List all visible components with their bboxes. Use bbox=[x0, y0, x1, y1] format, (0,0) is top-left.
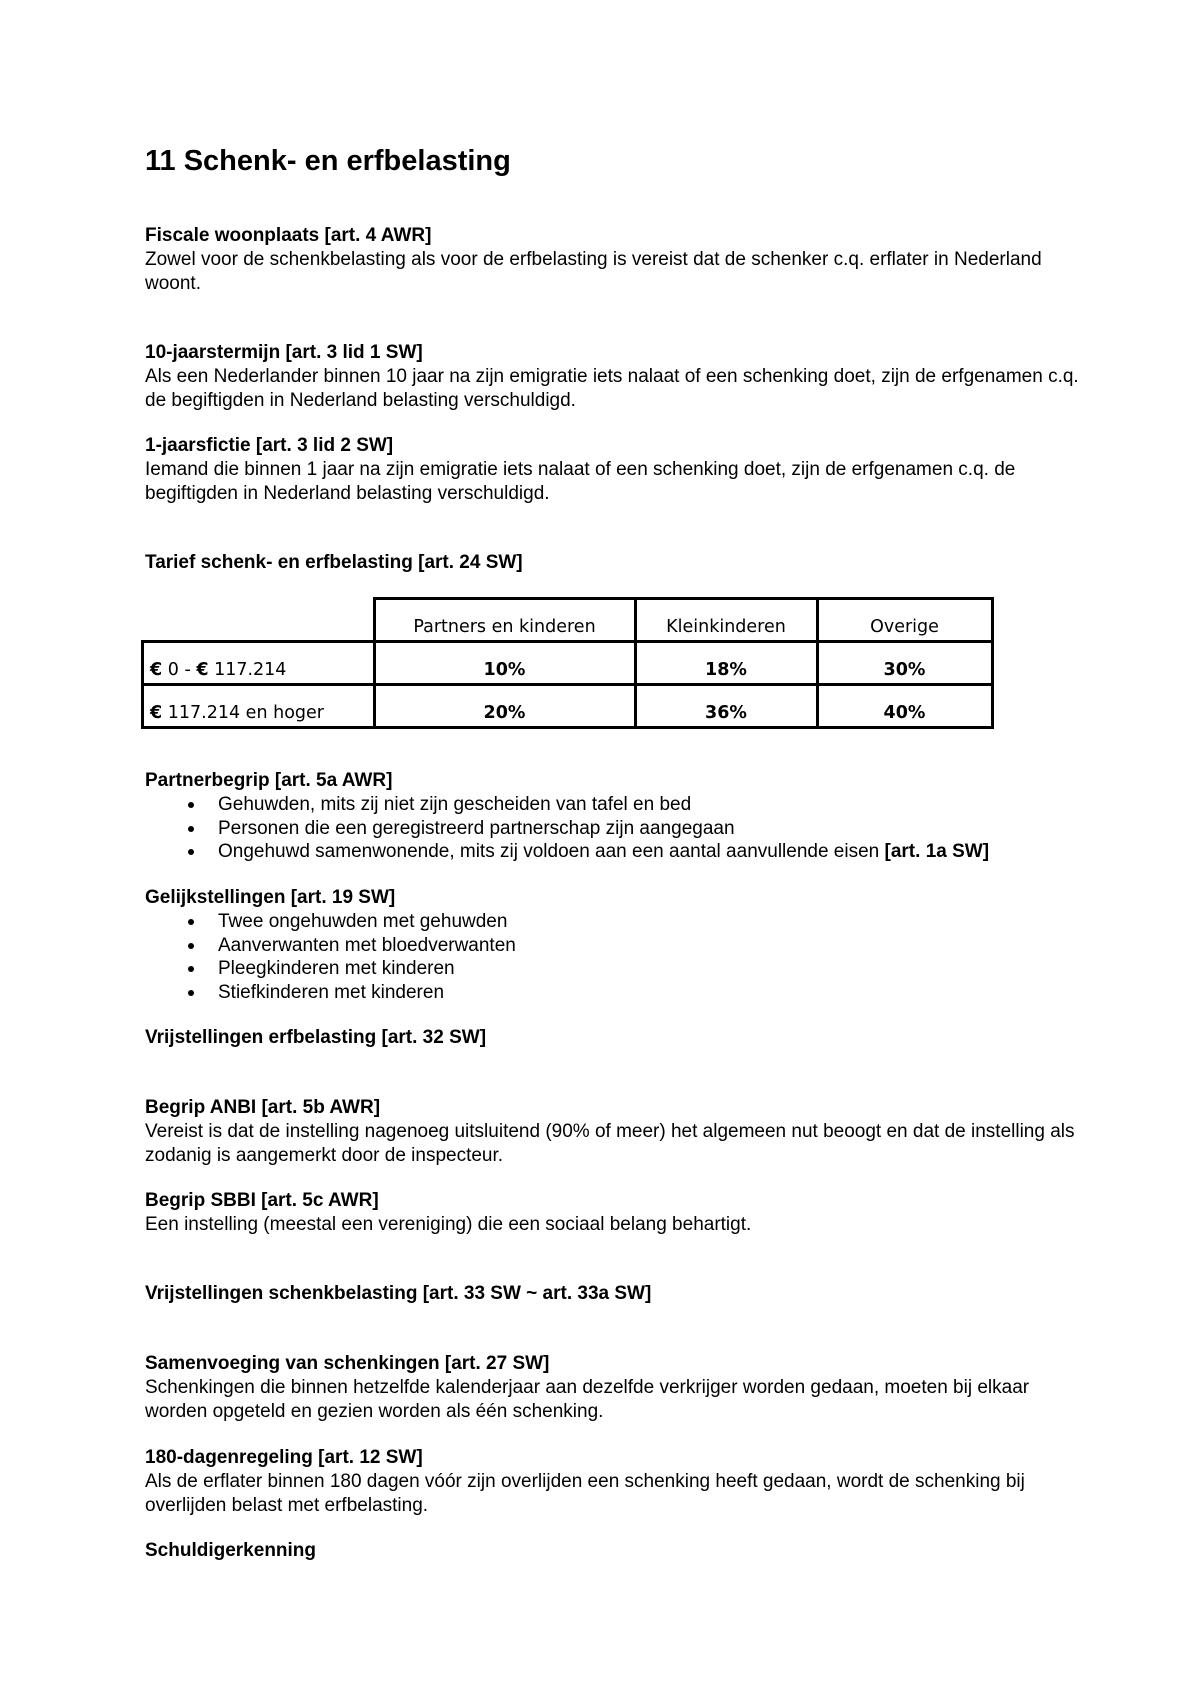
bullet-icon bbox=[188, 849, 194, 855]
bullet-icon bbox=[188, 919, 194, 925]
section-vrij-erf bbox=[145, 1026, 1085, 1050]
section-heading: Vrijstellingen erfbelasting [art. 32 SW] bbox=[145, 1027, 487, 1048]
section-gelijk bbox=[145, 886, 1085, 1004]
table-cell: 30% bbox=[817, 642, 992, 685]
section-heading: 10-jaarstermijn [art. 3 lid 1 SW] bbox=[145, 342, 423, 363]
section-woonplaats bbox=[145, 224, 1085, 296]
table-cell: 20% bbox=[374, 685, 635, 728]
table-cell: 10% bbox=[374, 642, 635, 685]
section-heading: 1-jaarsfictie [art. 3 lid 2 SW] bbox=[145, 435, 394, 456]
bullet-icon bbox=[188, 802, 194, 808]
section-heading: Begrip ANBI [art. 5b AWR] bbox=[145, 1097, 381, 1118]
section-fictie bbox=[145, 434, 1085, 506]
table-corner-cell bbox=[143, 599, 375, 642]
section-samen bbox=[145, 1352, 1085, 1424]
table-row-label: € 117.214 en hoger bbox=[143, 685, 375, 728]
table-row bbox=[143, 685, 993, 728]
section-vrij-schenk bbox=[145, 1282, 1085, 1306]
section-heading: Gelijkstellingen [art. 19 SW] bbox=[145, 887, 396, 908]
section-termijn bbox=[145, 341, 1085, 413]
section-text: Als de erflater binnen 180 dagen vóór zijn overlijden een schenking heeft gedaan, wordt de schenking bij overlijden belast met erfbelasting. bbox=[145, 1471, 1025, 1516]
tariff-table bbox=[141, 597, 994, 729]
section-anbi bbox=[145, 1096, 1085, 1168]
section-tarief bbox=[145, 551, 1085, 575]
bullet-list bbox=[145, 793, 1085, 864]
section-text: Een instelling (meestal een vereniging) die een sociaal belang behartigt. bbox=[145, 1214, 752, 1235]
list-item: Gehuwden, mits zij niet zijn gescheiden van tafel en bed bbox=[145, 793, 1085, 817]
section-schuld bbox=[145, 1539, 1085, 1563]
list-item: Personen die een geregistreerd partnerschap zijn aangegaan bbox=[145, 817, 1085, 841]
section-text: Zowel voor de schenkbelasting als voor de erfbelasting is vereist dat de schenker c.q. erflater in Nederland woont. bbox=[145, 249, 1042, 294]
table-header-cell: Kleinkinderen bbox=[635, 599, 817, 642]
table-header-row bbox=[143, 599, 993, 642]
bullet-icon bbox=[188, 943, 194, 949]
list-item: Twee ongehuwden met gehuwden bbox=[145, 910, 1085, 934]
section-heading: Tarief schenk- en erfbelasting [art. 24 SW] bbox=[145, 552, 523, 573]
section-text: Schenkingen die binnen hetzelfde kalenderjaar aan dezelfde verkrijger worden gedaan, moeten bij elkaar worden opgeteld en gezien worden als één schenking. bbox=[145, 1377, 1030, 1422]
list-item: Pleegkinderen met kinderen bbox=[145, 957, 1085, 981]
list-item: Stiefkinderen met kinderen bbox=[145, 981, 1085, 1005]
section-sbbi bbox=[145, 1189, 1085, 1237]
section-heading: Partnerbegrip [art. 5a AWR] bbox=[145, 770, 393, 791]
section-text: Vereist is dat de instelling nagenoeg uitsluitend (90% of meer) het algemeen nut beoogt en dat de instelling als zodanig is aangemerkt door de inspecteur. bbox=[145, 1121, 1075, 1166]
table-row-label: € 0 - € 117.214 bbox=[143, 642, 375, 685]
section-text: Iemand die binnen 1 jaar na zijn emigratie iets nalaat of een schenking doet, zijn de erfgenamen c.q. de begiftigden in Nederland belasting verschuldigd. bbox=[145, 459, 1016, 504]
table-cell: 40% bbox=[817, 685, 992, 728]
table-row bbox=[143, 642, 993, 685]
section-text: Als een Nederlander binnen 10 jaar na zijn emigratie iets nalaat of een schenking doet, zijn de erfgenamen c.q. de begiftigden in Nederland belasting verschuldigd. bbox=[145, 366, 1079, 411]
table-cell: 36% bbox=[635, 685, 817, 728]
list-item: Ongehuwd samenwonende, mits zij voldoen aan een aantal aanvullende eisen [art. 1a SW] bbox=[145, 840, 1085, 864]
table-header-cell: Overige bbox=[817, 599, 992, 642]
section-heading: Samenvoeging van schenkingen [art. 27 SW] bbox=[145, 1353, 550, 1374]
section-dagen bbox=[145, 1446, 1085, 1518]
section-heading: Schuldigerkenning bbox=[145, 1540, 317, 1561]
section-heading: Vrijstellingen schenkbelasting [art. 33 SW ~ art. 33a SW] bbox=[145, 1283, 652, 1304]
bullet-list bbox=[145, 910, 1085, 1004]
section-heading: Fiscale woonplaats [art. 4 AWR] bbox=[145, 225, 432, 246]
table-cell: 18% bbox=[635, 642, 817, 685]
bullet-icon bbox=[188, 990, 194, 996]
section-partner bbox=[145, 769, 1085, 864]
section-heading: 180-dagenregeling [art. 12 SW] bbox=[145, 1447, 423, 1468]
table-header-cell: Partners en kinderen bbox=[374, 599, 635, 642]
page-title: 11 Schenk- en erfbelasting bbox=[145, 145, 511, 177]
bullet-icon bbox=[188, 826, 194, 832]
list-item: Aanverwanten met bloedverwanten bbox=[145, 934, 1085, 958]
bullet-icon bbox=[188, 966, 194, 972]
section-heading: Begrip SBBI [art. 5c AWR] bbox=[145, 1190, 379, 1211]
